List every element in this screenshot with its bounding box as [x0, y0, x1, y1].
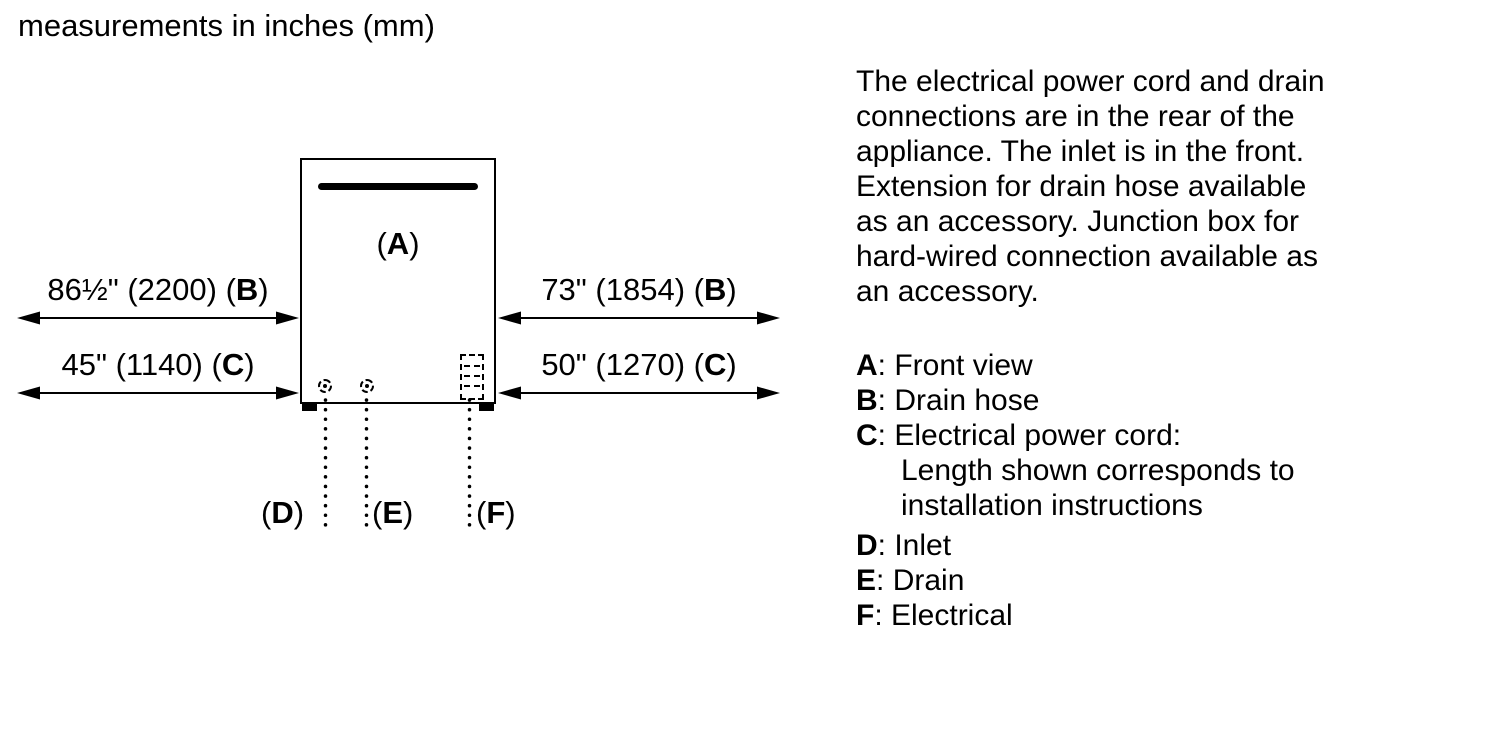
legend-text: Drain hose	[894, 384, 1040, 417]
connector-line-2	[464, 375, 480, 377]
label-A-open-paren: (	[376, 226, 387, 261]
dimension-right-power-cord	[497, 347, 781, 383]
callout-close-paren: )	[293, 495, 305, 530]
dimension-key-letter: C	[703, 347, 727, 382]
dimension-close-paren: )	[726, 347, 737, 382]
info-line: connections are in the rear of the	[856, 100, 1295, 133]
dimension-left-power-cord	[16, 347, 300, 383]
inlet-port-icon	[318, 379, 332, 393]
dimension-value: 86½" (2200) (	[47, 272, 236, 307]
callout-letter: E	[382, 495, 404, 530]
legend-item-A	[856, 348, 1295, 383]
dimension-right-drain-hose	[497, 272, 781, 308]
callout-open-paren: (	[476, 495, 487, 530]
appliance-front-view	[300, 158, 496, 404]
dimension-value: 45" (1140) (	[61, 347, 222, 382]
inlet-port-center-dot	[323, 384, 327, 388]
connector-line-1	[464, 365, 480, 367]
appliance-handle	[318, 183, 478, 190]
info-paragraph	[856, 64, 1325, 309]
dimension-close-paren: )	[258, 272, 269, 307]
connector-line-3	[464, 385, 480, 387]
legend-item-B	[856, 383, 1295, 418]
legend-item-C-continuation: installation instructions	[901, 489, 1203, 522]
callout-letter: F	[486, 495, 506, 530]
callout-open-paren: (	[372, 495, 383, 530]
dimension-close-paren: )	[244, 347, 255, 382]
callout-close-paren: )	[403, 495, 414, 530]
legend-item-D	[856, 528, 1295, 563]
legend-separator: :	[876, 564, 893, 597]
callout-close-paren: )	[505, 495, 516, 530]
info-line: The electrical power cord and drain	[856, 65, 1325, 98]
legend-key: E	[856, 564, 877, 597]
legend-key: A	[856, 349, 878, 382]
arrow-right-power-cord	[497, 383, 781, 403]
legend-key: F	[856, 599, 875, 632]
arrow-left-drain-hose	[16, 308, 300, 328]
legend-text: Inlet	[894, 529, 952, 562]
legend-key: B	[856, 384, 878, 417]
legend-item-E	[856, 563, 1295, 598]
legend-separator: :	[877, 384, 895, 417]
label-A-letter: A	[386, 226, 410, 261]
drain-port-icon	[360, 379, 374, 393]
callout-inlet-D	[261, 495, 304, 531]
legend-separator: :	[877, 349, 895, 382]
arrow-right-drain-hose	[497, 308, 781, 328]
legend-separator: :	[877, 529, 895, 562]
dimension-value: 50" (1270) (	[541, 347, 704, 382]
legend-separator: :	[874, 599, 891, 632]
legend-text: Electrical power cord:	[894, 419, 1182, 452]
legend-key: D	[856, 529, 878, 562]
dimension-close-paren: )	[726, 272, 737, 307]
info-line: hard-wired connection available as	[856, 240, 1318, 273]
label-A-close-paren: )	[409, 226, 420, 261]
legend-text: Drain	[892, 564, 965, 597]
legend-item-C-continuation: Length shown corresponds to	[901, 454, 1295, 487]
callout-letter: D	[271, 495, 294, 530]
legend-text: Front view	[894, 349, 1033, 382]
legend	[856, 348, 1295, 633]
callout-electrical-F	[476, 495, 516, 531]
arrow-left-power-cord	[16, 383, 300, 403]
callout-drain-E	[372, 495, 413, 531]
legend-key: C	[856, 419, 878, 452]
dimension-key-letter: B	[703, 272, 727, 307]
info-line: as an accessory. Junction box for	[856, 205, 1299, 238]
legend-text: Electrical	[891, 599, 1013, 632]
info-line: Extension for drain hose available	[856, 170, 1307, 203]
legend-item-C	[856, 418, 1295, 453]
legend-separator: :	[877, 419, 895, 452]
dimension-value: 73" (1854) (	[541, 272, 704, 307]
dimension-left-drain-hose	[16, 272, 300, 308]
label-front-view-A	[302, 226, 494, 262]
callout-open-paren: (	[261, 495, 272, 530]
page-title: measurements in inches (mm)	[18, 8, 435, 43]
dimension-key-letter: C	[221, 347, 245, 382]
drain-port-center-dot	[365, 384, 369, 388]
dimension-key-letter: B	[235, 272, 259, 307]
info-line: appliance. The inlet is in the front.	[856, 135, 1305, 168]
info-line: an accessory.	[856, 275, 1039, 308]
legend-item-F	[856, 598, 1295, 633]
